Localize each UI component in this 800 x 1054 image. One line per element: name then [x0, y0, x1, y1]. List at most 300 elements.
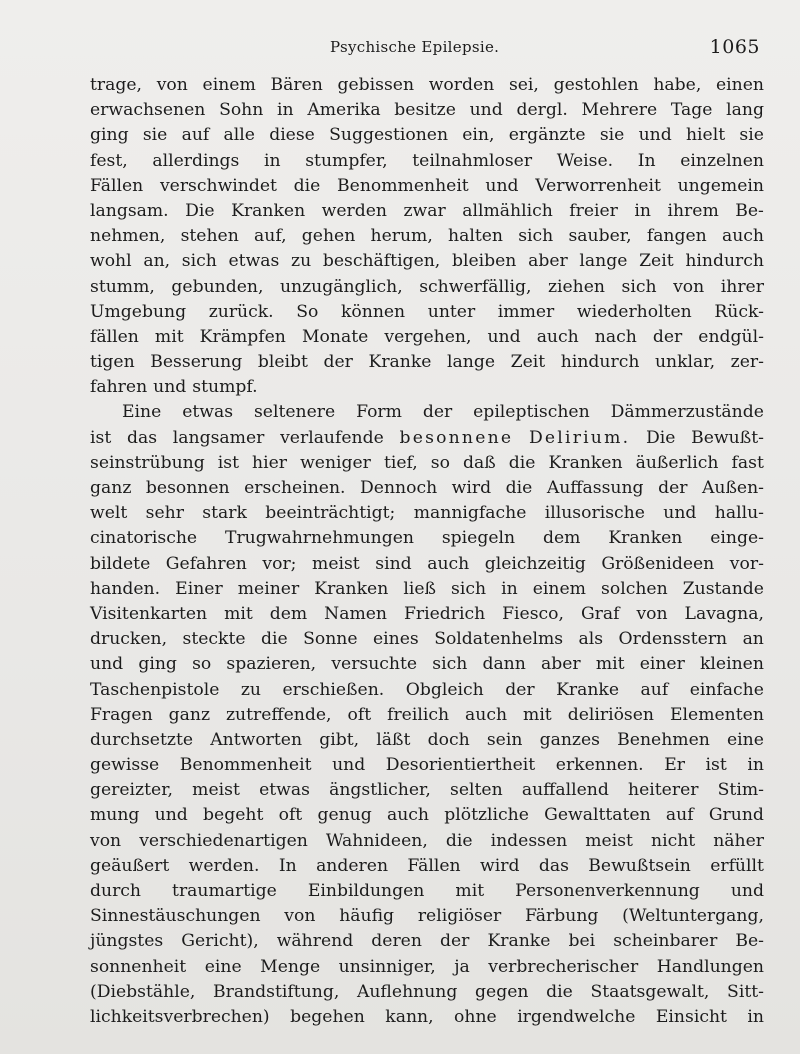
- word: auffallend: [521, 780, 609, 801]
- word: die: [293, 175, 321, 196]
- word: zer-: [730, 352, 764, 373]
- word: begeht: [203, 805, 264, 826]
- word: plötzliche: [444, 805, 529, 826]
- word: von: [673, 276, 705, 297]
- word: nicht: [651, 830, 696, 851]
- word: Auflehnung: [356, 981, 458, 1002]
- word: deren: [371, 931, 422, 952]
- word: etwas: [259, 780, 310, 801]
- word: allmählich: [462, 200, 553, 221]
- word: unklar,: [654, 352, 716, 373]
- word: hindurch: [685, 251, 764, 272]
- word: von: [636, 603, 668, 624]
- word: Größenideen: [601, 553, 715, 574]
- word: gebissen: [337, 75, 415, 95]
- word: bei: [568, 931, 596, 952]
- word: durch: [90, 881, 141, 901]
- word: So: [296, 301, 319, 322]
- word: besonnene: [399, 427, 514, 448]
- word: Einbildungen: [307, 881, 425, 901]
- word: jüngstes: [90, 931, 164, 952]
- word: Dämmerzustände: [610, 402, 764, 423]
- word: gestohlen: [553, 75, 639, 95]
- word: Kranken: [548, 452, 623, 473]
- word: Benommenheit: [337, 175, 469, 196]
- word: Menge: [260, 956, 321, 977]
- word: Lavagna,: [684, 603, 764, 624]
- word: etwas: [228, 251, 280, 272]
- word: auf: [181, 125, 210, 146]
- word: ein,: [462, 125, 495, 146]
- word: Krämpfen: [199, 326, 286, 347]
- word: alle: [223, 125, 255, 146]
- word: epileptischen: [473, 402, 590, 423]
- word: stumpfer,: [305, 150, 388, 171]
- text-line: [90, 73, 764, 98]
- word: sie: [142, 125, 168, 146]
- word: Sonne: [303, 629, 358, 650]
- word: auf: [665, 805, 694, 826]
- word: gewisse: [90, 755, 160, 776]
- word: die: [546, 981, 573, 1002]
- word: Obgleich: [405, 679, 484, 700]
- word: erscheinen.: [244, 478, 346, 498]
- text-line: [90, 375, 764, 400]
- text-line: [90, 929, 764, 954]
- word: verschwindet: [159, 175, 277, 196]
- word: dem: [542, 528, 581, 549]
- word: an: [742, 629, 764, 650]
- word: der: [652, 326, 683, 347]
- word: zu: [240, 679, 261, 700]
- word: so: [192, 654, 212, 675]
- word: auf: [640, 679, 669, 700]
- word: Eine: [122, 402, 162, 423]
- word: Zeit: [639, 251, 674, 272]
- word: ziehen: [547, 276, 605, 297]
- text-line: [90, 275, 764, 300]
- word: durchsetzte: [90, 729, 194, 750]
- word: halten: [448, 226, 503, 247]
- word: vergehen,: [384, 326, 472, 347]
- word: von: [284, 906, 316, 927]
- word: ganzes: [539, 729, 600, 750]
- word: Außen-: [701, 478, 764, 498]
- word: deliriösen: [567, 704, 654, 725]
- word: auch: [536, 326, 579, 347]
- word: ganz: [168, 704, 210, 725]
- word: dann: [482, 654, 526, 675]
- text-line: [90, 955, 764, 980]
- word: diese: [269, 125, 315, 146]
- word: von: [156, 75, 188, 95]
- text-line: [90, 325, 764, 350]
- word: Monate: [301, 326, 369, 347]
- word: Gericht),: [181, 931, 259, 952]
- word: eine: [727, 729, 764, 750]
- word: mit: [224, 603, 253, 624]
- word: Elementen: [669, 704, 764, 725]
- word: in: [264, 150, 281, 171]
- word: sich: [432, 654, 468, 675]
- word: scheinbarer: [613, 931, 718, 952]
- word: spazieren,: [226, 654, 317, 675]
- word: lang: [726, 100, 764, 121]
- word: spiegeln: [441, 528, 516, 549]
- word: und: [663, 503, 697, 524]
- word: trage,: [90, 75, 143, 95]
- text-line: [90, 451, 764, 476]
- word: und: [90, 654, 124, 675]
- word: ist: [705, 755, 727, 776]
- word: steckte: [182, 629, 246, 650]
- word: meist: [585, 830, 633, 851]
- word: dergl.: [516, 100, 568, 121]
- word: Kranken: [231, 200, 306, 221]
- body-text: [90, 73, 764, 1030]
- word: an,: [143, 251, 171, 272]
- word: nehmen,: [90, 226, 166, 247]
- word: gleichzeitig: [484, 553, 586, 574]
- word: sich: [181, 251, 217, 272]
- word: einzelnen: [680, 150, 764, 171]
- word: Suggestionen: [329, 125, 449, 146]
- word: gehen: [301, 226, 356, 247]
- word: ganz: [90, 478, 132, 498]
- text-line: [90, 803, 764, 828]
- word: meist: [192, 780, 240, 801]
- text-line: [90, 879, 764, 904]
- word: die: [445, 830, 473, 851]
- word: seltenere: [253, 402, 336, 423]
- word: häufig: [339, 906, 395, 927]
- word: Ordensstern: [618, 629, 728, 650]
- word: daß: [463, 452, 496, 473]
- word: hielt: [685, 125, 726, 146]
- text-line: [90, 778, 764, 803]
- word: sehr: [145, 503, 184, 524]
- word: so: [430, 452, 450, 473]
- word: geäußert: [90, 855, 170, 876]
- text-line: [90, 728, 764, 753]
- word: In: [637, 150, 656, 171]
- word: kleinen: [700, 654, 764, 675]
- word: Kranke: [368, 352, 432, 373]
- word: worden: [428, 75, 495, 95]
- word: Delirium.: [528, 427, 631, 448]
- word: heiterer: [628, 780, 699, 801]
- word: gebunden,: [171, 276, 264, 297]
- word: äußerlich: [635, 452, 719, 473]
- word: Namen: [324, 603, 387, 624]
- word: Fiesco,: [502, 603, 564, 624]
- text-line: [90, 829, 764, 854]
- word: besitze: [394, 100, 456, 121]
- word: Färbung: [525, 906, 599, 927]
- word: sich: [451, 578, 487, 599]
- word: bildete: [90, 553, 151, 574]
- text-line: [90, 602, 764, 627]
- word: sonnenheit: [90, 956, 187, 977]
- word: wohl: [90, 251, 132, 272]
- word: genug: [317, 805, 372, 826]
- word: erkennen.: [555, 755, 644, 776]
- word: lange: [447, 352, 496, 373]
- word: mit: [455, 881, 485, 901]
- word: Amerika: [307, 100, 381, 121]
- word: unter: [427, 301, 476, 322]
- word: Personenverkennung: [515, 881, 700, 901]
- word: gereizter,: [90, 780, 173, 801]
- word: etwas: [182, 402, 234, 423]
- page-header: [92, 36, 762, 66]
- word: eines: [373, 629, 419, 650]
- word: Grund: [708, 805, 764, 826]
- word: Dennoch: [360, 478, 438, 498]
- word: ungemein: [677, 175, 764, 196]
- word: sauber,: [568, 226, 632, 247]
- word: ohne: [454, 1006, 497, 1027]
- word: aber: [541, 654, 581, 675]
- word: Soldatenhelms: [434, 629, 564, 650]
- word: aber: [528, 251, 568, 272]
- text-line: [90, 249, 764, 274]
- word: ging: [138, 654, 177, 675]
- word: Bären: [270, 75, 323, 95]
- word: unzugänglich,: [279, 276, 403, 297]
- word: indessen: [490, 830, 568, 851]
- word: handen.: [90, 578, 161, 599]
- word: Die: [185, 200, 215, 221]
- word: als: [578, 629, 604, 650]
- word: die: [505, 478, 533, 498]
- word: beeinträchtigt;: [265, 503, 396, 524]
- word: meist: [312, 553, 360, 574]
- word: und: [469, 100, 503, 121]
- word: Sinnestäuschungen: [90, 906, 261, 927]
- word: hallu-: [714, 503, 764, 524]
- word: stumm,: [90, 276, 155, 297]
- word: langsam.: [90, 200, 169, 221]
- word: näher: [713, 830, 764, 851]
- text-line: [90, 123, 764, 148]
- word: tief,: [383, 452, 418, 473]
- word: Bewußt-: [691, 427, 764, 448]
- word: zutreffende,: [225, 704, 332, 725]
- word: Bewußtsein: [588, 855, 691, 876]
- word: welt: [90, 503, 128, 524]
- word: und: [730, 881, 764, 901]
- word: oft: [347, 704, 372, 725]
- word: hindurch: [560, 352, 640, 373]
- word: anderen: [316, 855, 389, 876]
- word: meiner: [237, 578, 300, 599]
- word: und: [153, 377, 187, 398]
- word: Besserung: [150, 352, 243, 373]
- text-line: [90, 1005, 764, 1030]
- text-line: [90, 678, 764, 703]
- word: Kranken: [608, 528, 683, 549]
- word: Be-: [735, 931, 764, 952]
- word: auch: [427, 553, 470, 574]
- word: werden: [321, 200, 387, 221]
- word: einen: [715, 75, 764, 95]
- word: fällen: [90, 326, 139, 347]
- word: Taschenpistole: [90, 679, 220, 700]
- word: lichkeitsverbrechen): [90, 1006, 270, 1027]
- word: fest,: [90, 150, 128, 171]
- word: Graf: [580, 603, 620, 624]
- word: unsinniger,: [338, 956, 436, 977]
- word: teilnahmloser: [412, 150, 533, 171]
- word: Fällen: [407, 855, 461, 876]
- text-line: [90, 400, 764, 425]
- word: stark: [202, 503, 247, 524]
- word: auch: [465, 704, 508, 725]
- text-line: [90, 149, 764, 174]
- word: einfache: [689, 679, 764, 700]
- word: läßt: [376, 729, 411, 750]
- word: wiederholten: [576, 301, 692, 322]
- word: beschäftigen,: [322, 251, 441, 272]
- word: lange: [579, 251, 628, 272]
- word: in: [747, 1006, 764, 1027]
- word: stumpf.: [192, 377, 258, 398]
- word: der: [439, 931, 470, 952]
- word: Handlungen: [656, 956, 764, 977]
- word: verlaufende: [280, 427, 384, 448]
- word: auf,: [254, 226, 287, 247]
- word: vor-: [729, 553, 764, 574]
- word: erschießen.: [282, 679, 385, 700]
- word: freilich: [387, 704, 450, 725]
- word: doch: [427, 729, 470, 750]
- text-line: [90, 627, 764, 652]
- word: und: [332, 755, 366, 776]
- word: einem: [532, 578, 586, 599]
- word: habe,: [653, 75, 702, 95]
- word: cinatorische: [90, 528, 198, 549]
- word: gibt,: [319, 729, 360, 750]
- word: und: [154, 805, 188, 826]
- text-line: [90, 199, 764, 224]
- word: mit: [154, 326, 184, 347]
- word: das: [126, 427, 158, 448]
- word: Stim-: [717, 780, 764, 801]
- word: mit: [595, 654, 625, 675]
- word: Tage: [670, 100, 713, 121]
- text-line: [90, 753, 764, 778]
- word: die: [508, 452, 536, 473]
- word: in: [634, 200, 651, 221]
- word: und: [638, 125, 672, 146]
- word: tigen: [90, 352, 135, 373]
- word: zu: [291, 251, 312, 272]
- text-line: [90, 501, 764, 526]
- word: verschiedenartigen: [139, 830, 308, 851]
- word: bleiben: [451, 251, 517, 272]
- word: von: [90, 830, 122, 851]
- word: versuchte: [331, 654, 418, 675]
- text-line: [90, 577, 764, 602]
- word: immer: [497, 301, 555, 322]
- word: während: [276, 931, 354, 952]
- word: Kranke: [556, 679, 620, 700]
- word: mit: [523, 704, 552, 725]
- text-line: [90, 526, 764, 551]
- word: fangen: [646, 226, 707, 247]
- word: selten: [450, 780, 503, 801]
- text-line: [90, 426, 764, 451]
- word: sich: [518, 226, 554, 247]
- word: sie: [599, 125, 625, 146]
- word: Brandstiftung,: [213, 981, 340, 1002]
- text-line: [90, 174, 764, 199]
- word: Antworten: [210, 729, 303, 750]
- word: endgül-: [698, 326, 764, 347]
- word: Rück-: [714, 301, 764, 322]
- word: Verworrenheit: [535, 175, 661, 196]
- text-line: [90, 854, 764, 879]
- word: und: [487, 326, 521, 347]
- word: Gewalttaten: [544, 805, 651, 826]
- word: auch: [386, 805, 429, 826]
- word: (Diebstähle,: [90, 981, 196, 1002]
- word: Auffassung: [546, 478, 644, 498]
- word: wird: [480, 855, 520, 876]
- word: (Weltuntergang,: [622, 906, 764, 927]
- word: ging: [90, 125, 129, 146]
- word: Kranke: [487, 931, 551, 952]
- word: illusorische: [544, 503, 645, 524]
- word: nach: [594, 326, 637, 347]
- word: solchen: [601, 578, 668, 599]
- word: der: [505, 679, 535, 700]
- text-line: [90, 980, 764, 1005]
- word: mung: [90, 805, 140, 826]
- text-line: [90, 224, 764, 249]
- word: ist: [90, 427, 112, 448]
- word: ist: [217, 452, 239, 473]
- word: Einsicht: [655, 1006, 727, 1027]
- page-number: 1065: [709, 36, 760, 58]
- word: Er: [664, 755, 685, 776]
- word: oft: [278, 805, 303, 826]
- word: die: [260, 629, 288, 650]
- word: erwachsenen: [90, 100, 206, 121]
- word: Einer: [175, 578, 223, 599]
- word: und: [485, 175, 519, 196]
- text-line: [90, 703, 764, 728]
- word: weniger: [300, 452, 371, 473]
- word: eine: [204, 956, 242, 977]
- word: ihrer: [720, 276, 764, 297]
- word: vor;: [262, 553, 297, 574]
- word: bleibt: [257, 352, 308, 373]
- word: Desorientiertheit: [385, 755, 536, 776]
- word: ihrem: [667, 200, 719, 221]
- running-title: Psychische Epilepsie.: [330, 38, 500, 56]
- word: allerdings: [152, 150, 240, 171]
- text-line: [90, 476, 764, 501]
- word: Umgebung: [90, 301, 187, 322]
- word: verbrecherischer: [488, 956, 639, 977]
- word: hier: [252, 452, 288, 473]
- word: Mehrere: [581, 100, 658, 121]
- word: wird: [451, 478, 492, 498]
- word: In: [278, 855, 297, 876]
- word: mannigfache: [413, 503, 527, 524]
